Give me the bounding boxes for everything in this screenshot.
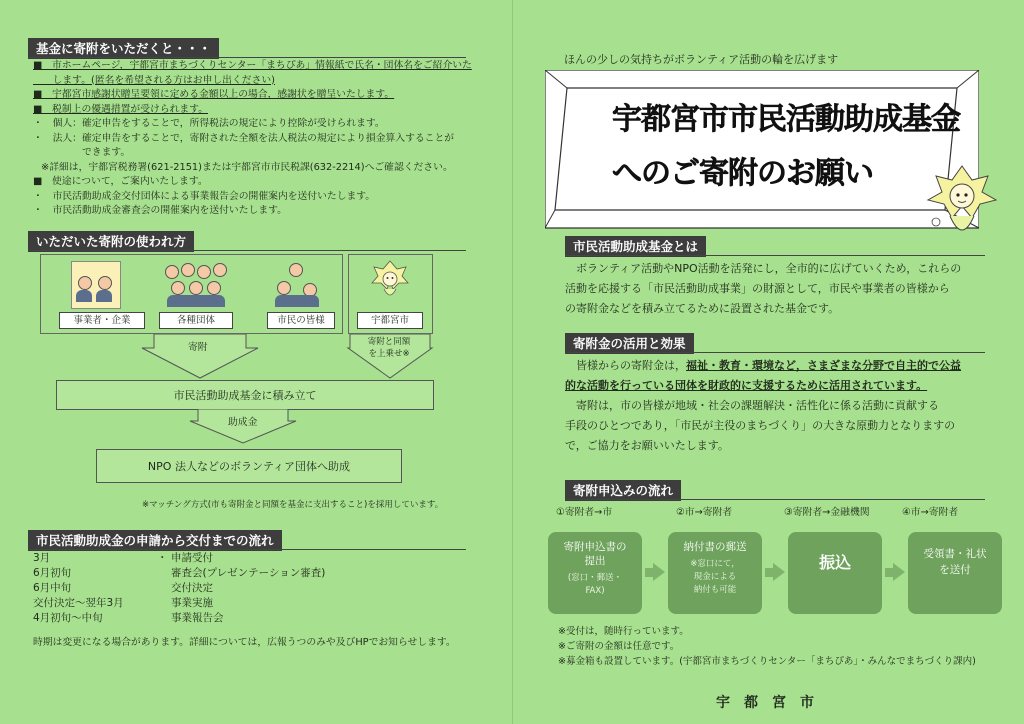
heading-rule — [28, 250, 466, 251]
flow-arrow — [765, 568, 773, 577]
benefit-line: ■ 使途について，ご案内いたします。 — [33, 176, 208, 187]
mascot-icon — [371, 259, 409, 303]
step-title: 受領書・礼状 を送付 — [923, 548, 987, 576]
use-line-emphasis: 福祉・教育・環境など，さまざまな分野で自主的で公益 — [686, 359, 961, 372]
grant-label: 助成金 — [228, 417, 258, 428]
schedule-what: 審査会(プレゼンテーション審査) — [171, 567, 326, 579]
tagline: ほんの少しの気持ちがボランティア活動の輪を広げます — [564, 53, 839, 66]
heading-rule — [565, 352, 985, 353]
about-line: 活動を応援する「市民活動助成事業」の財源として，市民や事業者の皆様から — [565, 282, 950, 295]
step-actor: ①寄附者→市 — [556, 507, 613, 518]
schedule-bullet: ・ — [157, 552, 168, 564]
flow-arrow-icon — [893, 563, 905, 581]
step-actor: ④市→寄附者 — [902, 507, 959, 518]
match-label: 寄附と同額 を上乗せ※ — [367, 337, 411, 359]
benefit-line: ・ 市民活動助成金交付団体による事業報告会の開催案内を送付いたします。 — [33, 190, 376, 202]
use-line-emphasis: 的な活動を行っている団体を財政的に支援するために活用されています。 — [565, 379, 928, 392]
groups-illustration — [161, 261, 231, 307]
benefit-line: ■ 市ホームページ，宇都宮市まちづくりセンター「まちぴあ」情報紙で氏名・団体名をご紹介いた — [33, 60, 472, 71]
use-line: で，ご協力をお願いいたします。 — [565, 439, 729, 452]
flow-note: ※ご寄附の金額は任意です。 — [558, 641, 680, 652]
flow-arrow — [645, 568, 653, 577]
benefits-heading: 基金に寄附をいただくと・・・ — [28, 38, 219, 59]
flow-note: ※募金箱も設置しています。(宇都宮市まちづくりセンター「まちぴあ」・みんなでまちづくり課内) — [558, 656, 976, 667]
title-line-2: へのご寄附のお願い — [612, 156, 873, 191]
heading-rule — [28, 57, 466, 58]
benefit-line: ・ 法人：確定申告をすることで，寄附された全額を法人税法の規定により損金算入することが — [33, 132, 455, 144]
donor-label-groups: 各種団体 — [159, 312, 233, 329]
heading-rule — [28, 549, 466, 550]
schedule-heading: 市民活動助成金の申請から交付までの流れ — [28, 530, 282, 551]
footer-issuer: 宇 都 宮 市 — [716, 695, 814, 711]
flow-heading: 寄附申込みの流れ — [565, 480, 681, 501]
matching-note: ※マッチング方式(市も寄附金と同額を基金に支出すること)を採用しています。 — [142, 500, 444, 510]
step-card — [548, 532, 642, 614]
benefit-line: ■ 宇都宮市感謝状贈呈要領に定める金額以上の場合，感謝状を贈呈いたします。 — [33, 89, 395, 100]
schedule-what: 事業報告会 — [171, 612, 224, 624]
donors-box — [40, 254, 343, 334]
about-heading: 市民活動助成基金とは — [565, 236, 706, 257]
use-line: 寄附は，市の皆様が地域・社会の課題解決・活性化に係る活動に貢献する — [565, 399, 939, 412]
donor-label-business: 事業者・企業 — [59, 312, 145, 329]
step-actor: ③寄附者→金融機関 — [784, 507, 870, 518]
flow-arrow-icon — [773, 563, 785, 581]
step-sub: (窓口・郵送・ FAX) — [567, 573, 623, 596]
step-actor: ②市→寄附者 — [676, 507, 733, 518]
flow-arrow-icon — [653, 563, 665, 581]
use-heading: 寄附金の活用と効果 — [565, 333, 694, 354]
city-box — [348, 254, 433, 334]
step-card — [788, 532, 882, 614]
usage-heading: いただいた寄附の使われ方 — [28, 231, 194, 252]
donation-label: 寄附 — [188, 342, 208, 353]
benefits-list — [33, 59, 472, 219]
step-card — [668, 532, 762, 614]
about-text — [565, 259, 961, 319]
fund-box: 市民活動助成基金に積み立て — [56, 380, 434, 410]
flow-notes — [558, 624, 976, 669]
flow-note: ※受付は，随時行っています。 — [558, 626, 689, 637]
schedule-note: 時期は変更になる場合があります。詳細については，広報うつのみや及びHPでお知らせします。 — [33, 637, 456, 648]
heading-rule — [565, 499, 985, 500]
benefit-line: ・ 市民活動助成金審査会の開催案内を送付いたします。 — [33, 205, 287, 216]
mascot-icon — [924, 164, 1000, 252]
donor-label-citizens: 市民の皆様 — [267, 312, 335, 329]
recipient-box: NPO 法人などのボランティア団体へ助成 — [96, 449, 402, 483]
about-line: の寄附金などを積み立てるために設置された基金です。 — [565, 302, 840, 315]
schedule-what: 交付決定 — [171, 582, 213, 594]
business-illustration — [71, 261, 121, 309]
title-line-1: 宇都宮市市民活動助成基金 — [612, 102, 960, 137]
use-text — [565, 356, 961, 456]
schedule-what: 申請受付 — [171, 552, 213, 564]
step-sub: ※窓口にて， 現金による 納付も可能 — [690, 559, 740, 595]
schedule-when: 4月初旬～中旬 — [33, 612, 103, 624]
benefit-line: ■ 税制上の優遇措置が受けられます。 — [33, 103, 209, 115]
schedule-when: 6月中旬 — [33, 582, 72, 594]
step-title: 寄附申込書の 提出 — [563, 541, 627, 567]
benefit-line: します。(匿名を希望される方はお申し出ください) — [33, 74, 275, 86]
city-label: 宇都宮市 — [357, 312, 423, 329]
use-line-plain: 皆様からの寄附金は， — [565, 359, 686, 372]
about-line: ボランティア活動やNPO活動を活発にし，全市的に広げていくため，これらの — [565, 262, 962, 275]
step-title: 納付書の郵送 — [683, 541, 747, 553]
benefit-line: ※詳細は，宇都宮税務署(621-2151)または宇都宮市市民税課(632-2214)へご確認ください。 — [41, 161, 453, 173]
benefit-line: できます。 — [33, 147, 131, 158]
heading-rule — [565, 255, 985, 256]
benefit-line: ・ 個人：確定申告をすることで，所得税法の規定により控除が受けられます。 — [33, 118, 385, 129]
step-card — [908, 532, 1002, 614]
schedule-when: 3月 — [33, 552, 51, 564]
flow-arrow — [885, 568, 893, 577]
page-fold — [512, 0, 513, 724]
step-title: 振込 — [818, 552, 851, 572]
schedule-when: 交付決定～翌年3月 — [33, 597, 124, 609]
schedule-what: 事業実施 — [171, 597, 213, 609]
schedule-when: 6月初旬 — [33, 567, 72, 579]
use-line: 手段のひとつであり，「市民が主役のまちづくり」の大きな原動力となりますの — [565, 419, 956, 432]
citizens-illustration — [273, 261, 329, 307]
